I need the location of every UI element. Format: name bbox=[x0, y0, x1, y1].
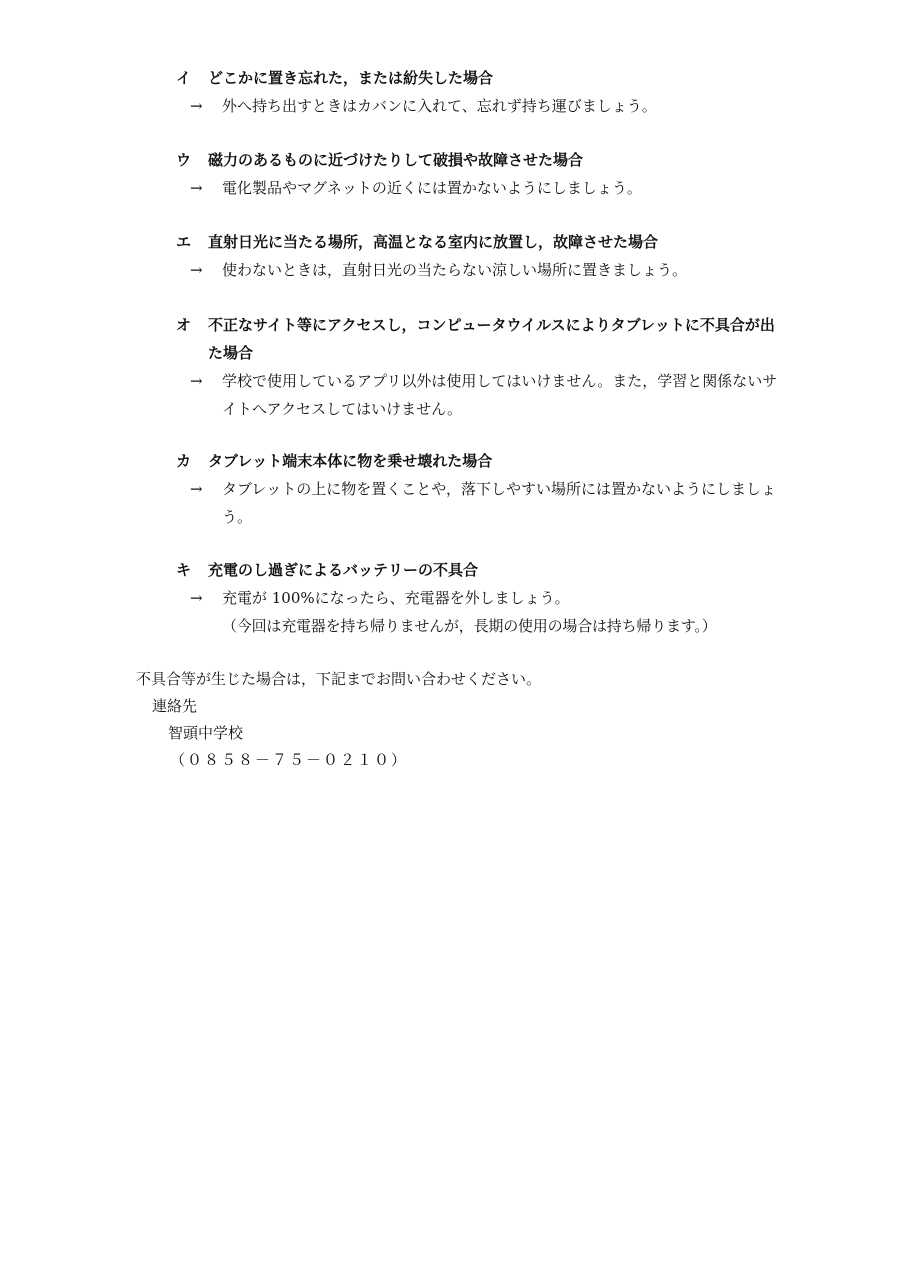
item-advice bbox=[190, 174, 786, 202]
item-note: （今回は充電器を持ち帰りませんが，長期の使用の場合は持ち帰ります。） bbox=[222, 617, 717, 635]
item-heading bbox=[176, 228, 786, 256]
item-heading-text: 充電のし過ぎによるバッテリーの不具合 bbox=[208, 561, 479, 579]
item-advice-text: 使わないときは，直射日光の当たらない涼しい場所に置きましょう。 bbox=[222, 261, 688, 279]
item-letter: カ bbox=[176, 452, 192, 470]
item-heading bbox=[176, 64, 786, 92]
school-name: 智頭中学校 bbox=[168, 724, 244, 742]
list-item bbox=[176, 146, 786, 202]
item-heading-text: 直射日光に当たる場所，高温となる室内に放置し，故障させた場合 bbox=[208, 233, 659, 251]
item-letter: イ bbox=[176, 69, 192, 87]
contact-intro: 不具合等が生じた場合は，下記までお問い合わせください。 bbox=[136, 670, 542, 688]
arrow-icon: → bbox=[190, 179, 203, 197]
item-advice bbox=[190, 92, 786, 120]
list-item bbox=[176, 556, 786, 640]
item-advice bbox=[190, 367, 786, 423]
arrow-icon: → bbox=[190, 261, 203, 279]
item-advice bbox=[190, 584, 786, 612]
item-advice-text: 電化製品やマグネットの近くには置かないようにしましょう。 bbox=[222, 179, 642, 197]
item-letter: エ bbox=[176, 233, 192, 251]
list-item bbox=[176, 64, 786, 120]
item-advice-text: 外へ持ち出すときはカバンに入れて、忘れず持ち運びましょう。 bbox=[222, 97, 657, 115]
item-letter: キ bbox=[176, 561, 192, 579]
item-heading-text: 磁力のあるものに近づけたりして破損や故障させた場合 bbox=[208, 151, 584, 169]
item-heading bbox=[176, 146, 786, 174]
contact-label: 連絡先 bbox=[152, 697, 198, 715]
item-heading-text: 不正なサイト等にアクセスし，コンピュータウイルスによりタブレットに不具合が出た場合 bbox=[208, 316, 775, 362]
item-heading-text: どこかに置き忘れた，または紛失した場合 bbox=[208, 69, 494, 87]
list-item bbox=[176, 447, 786, 531]
item-heading-text: タブレット端末本体に物を乗せ壊れた場合 bbox=[208, 452, 493, 470]
item-heading bbox=[176, 311, 786, 367]
arrow-icon: → bbox=[190, 97, 203, 115]
item-heading bbox=[176, 447, 786, 475]
list-item bbox=[176, 228, 786, 284]
item-advice bbox=[190, 256, 786, 284]
item-advice-text: タブレットの上に物を置くことや，落下しやすい場所には置かないようにしましょう。 bbox=[222, 480, 776, 526]
phone-number: （０８５８－７５－０２１０） bbox=[170, 751, 409, 769]
contact-section bbox=[136, 666, 776, 774]
list-item bbox=[176, 311, 786, 423]
item-advice-text: 充電が 100%になったら、充電器を外しましょう。 bbox=[222, 589, 570, 607]
item-advice-text: 学校で使用しているアプリ以外は使用してはいけません。また，学習と関係ないサイトへアクセスしてはいけません。 bbox=[222, 372, 778, 418]
arrow-icon: → bbox=[190, 589, 203, 607]
item-heading bbox=[176, 556, 786, 584]
arrow-icon: → bbox=[190, 480, 203, 498]
item-letter: オ bbox=[176, 316, 192, 334]
item-letter: ウ bbox=[176, 151, 192, 169]
arrow-icon: → bbox=[190, 372, 203, 390]
item-advice bbox=[190, 475, 786, 531]
